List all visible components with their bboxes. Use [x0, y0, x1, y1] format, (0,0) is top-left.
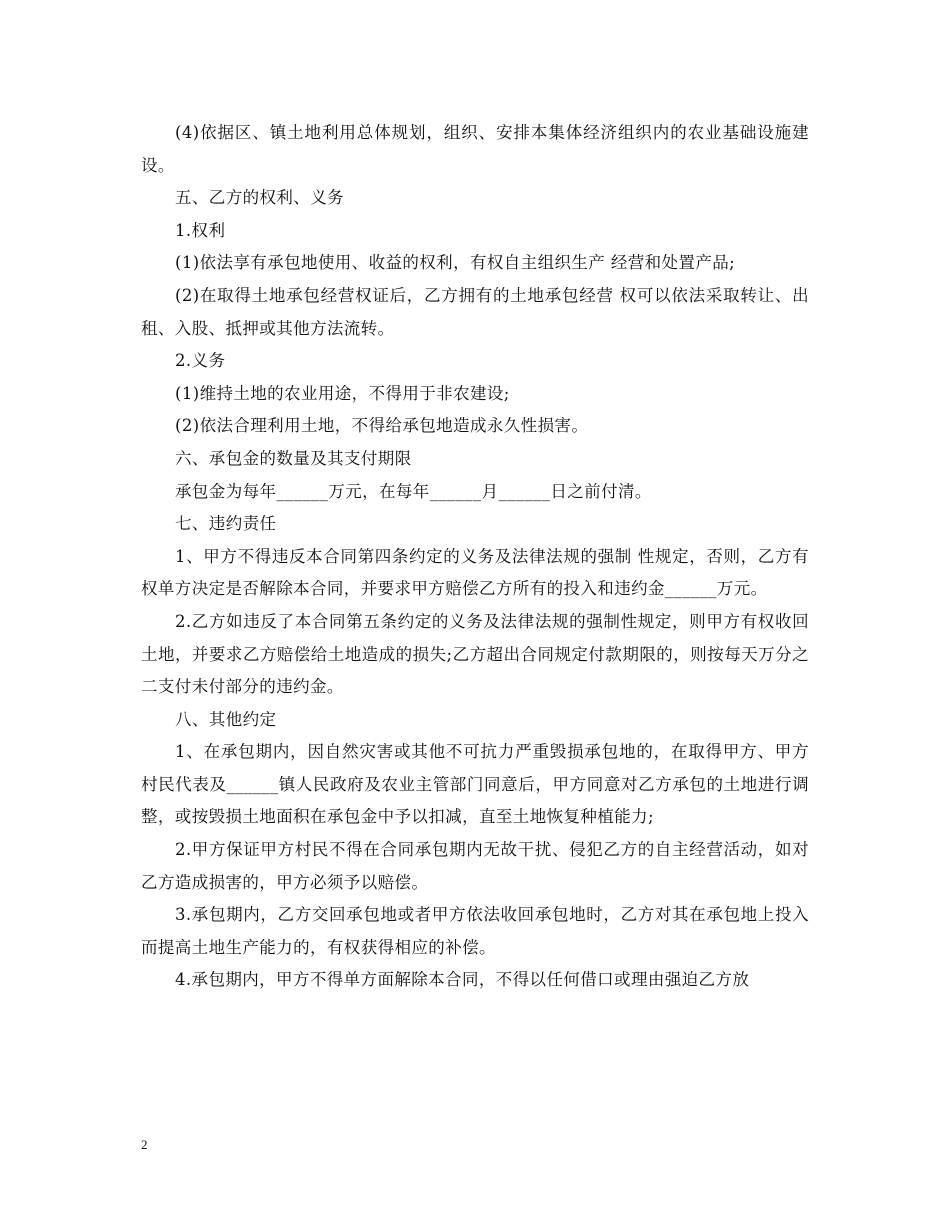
- paragraph: (2)在取得土地承包经营权证后，乙方拥有的土地承包经营 权可以依法采取转让、出租、入股、抵押或其他方法流转。: [141, 285, 809, 338]
- section-heading: 五、乙方的权利、义务: [175, 188, 344, 208]
- paragraph: 2.乙方如违反了本合同第五条约定的义务及法律法规的强制性规定，则甲方有权收回土地，并要求乙方赔偿给土地造成的损失;乙方超出合同规定付款期限的，则按每天万分之二支付未付部分的违约金。: [141, 611, 809, 697]
- page-number: 2: [141, 1137, 148, 1152]
- paragraph: 承包金为每年______万元，在每年______月______日之前付清。: [175, 481, 652, 501]
- subsection-heading: 1.权利: [175, 220, 226, 240]
- section-heading: 八、其他约定: [175, 709, 277, 729]
- paragraph: (1)依法享有承包地使用、收益的权利，有权自主组织生产 经营和处置产品;: [175, 253, 736, 273]
- paragraph: 3.承包期内，乙方交回承包地或者甲方依法收回承包地时，乙方对其在承包地上投入而提高土地生产能力的，有权获得相应的补偿。: [141, 905, 809, 957]
- paragraph: 4.承包期内，甲方不得单方面解除本合同，不得以任何借口或理由强迫乙方放: [175, 970, 750, 990]
- paragraph: (2)依法合理利用土地，不得给承包地造成永久性损害。: [175, 416, 589, 436]
- paragraph: (1)维持土地的农业用途，不得用于非农建设;: [175, 383, 510, 403]
- paragraph: 1、在承包期内，因自然灾害或其他不可抗力严重毁损承包地的，在取得甲方、甲方村民代表及______镇人民政府及农业主管部门同意后，甲方同意对乙方承包的土地进行调整，或按毁损土地面积在承包金中予以扣减，直至土地恢复种植能力;: [141, 742, 809, 827]
- document-body: [141, 117, 809, 997]
- paragraph: 1、甲方不得违反本合同第四条约定的义务及法律法规的强制 性规定，否则，乙方有权单方决定是否解除本合同，并要求甲方赔偿乙方所有的投入和违约金______万元。: [141, 546, 809, 599]
- paragraph: (4)依据区、镇土地利用总体规划，组织、安排本集体经济组织内的农业基础设施建设。: [141, 123, 809, 175]
- section-heading: 七、违约责任: [175, 514, 277, 534]
- subsection-heading: 2.义务: [175, 351, 226, 371]
- section-heading: 六、承包金的数量及其支付期限: [175, 448, 412, 468]
- paragraph: 2.甲方保证甲方村民不得在合同承包期内无故干扰、侵犯乙方的自主经营活动，如对乙方造成损害的，甲方必须予以赔偿。: [141, 840, 809, 892]
